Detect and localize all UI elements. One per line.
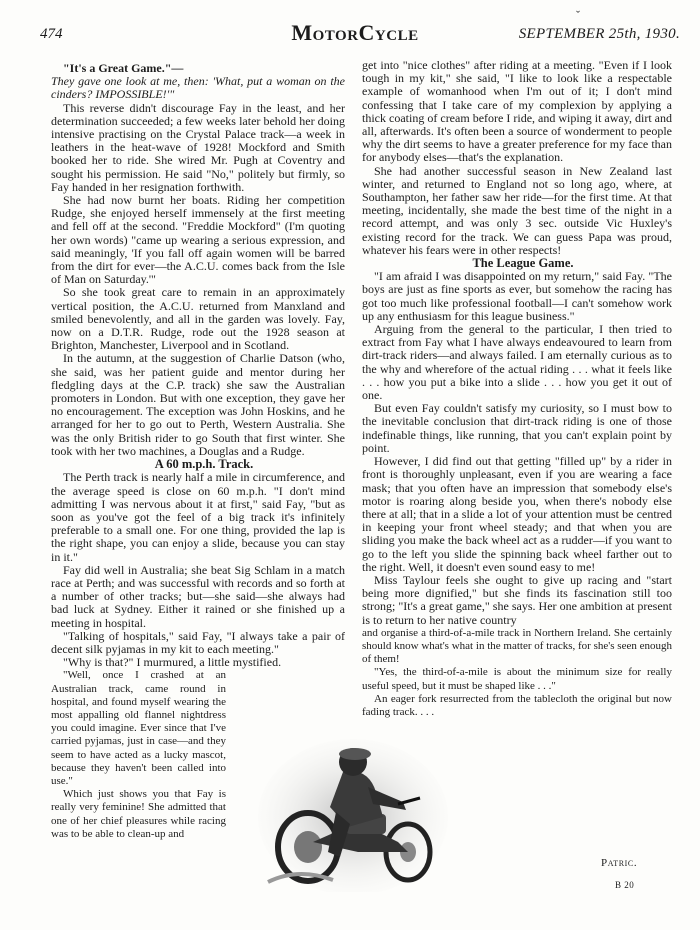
paragraph: "Well, once I crashed at an Australian track, came round in hospital, and found myself wearing the most appalling old flannel nightdress you could imagine. Ever since that I've carried pyjamas, just in case—and they seem to have acted as a lucky mascot, because they haven't been called into use." [51, 669, 226, 787]
paragraph: The Perth track is nearly half a mile in circumference, and the average speed is close on 60 m.p.h. "I don't mind admitting I was nervous about it at first," said Fay, "but as soon as you've got the feel of a big track it's infinitely preferable to a small one. For one thing, provided the lap is the right shape, you can enjoy a slide, because you can stay in it." [51, 470, 345, 564]
issue-date: SEPTEMBER 25th, 1930. [518, 26, 680, 42]
right-column [362, 59, 672, 719]
page-number: 474 [40, 26, 63, 42]
paragraph: Miss Taylour feels she ought to give up racing and "start being more dignified," but she finds its fascination still too strong; "It's a great game," she says. Her one ambition at present is to return to her native country [362, 572, 672, 627]
masthead-logo [270, 20, 440, 46]
paragraph: They gave one look at me, then: 'What, put a woman on the cinders? IMPOSSIBLE!'" [51, 74, 345, 102]
paragraph: She had another successful season in New Zealand last winter, and returned to England not so long ago, where, at Southampton, her father saw her ride—for the first time. At that meeting, incidentally, she made the best time of the night in a record attempt, and was only 3 sec. outside Vic Huxley's existing record for the track. We can guess Papa was proud, whatever his fears were in other respects! [362, 163, 672, 257]
page-reference: B 20 [615, 880, 635, 890]
left-column [51, 62, 345, 841]
paragraph: and organise a third-of-a-mile track in Northern Ireland. She certainly should know what's what in the matter of tracks, for she's seen enough of them! [362, 626, 672, 666]
section-heading-60mph: A 60 m.p.h. Track. [154, 457, 254, 472]
paragraph: Which just shows you that Fay is really very feminine! She admitted that one of her chief pleasures while racing was to be able to clean-up and [51, 788, 226, 840]
masthead-text: MotorCycle [291, 20, 419, 45]
paragraph: "I am afraid I was disappointed on my return," said Fay. "The boys are just as fine sports as ever, but somehow the racing has got too much like professional football—I can't somehow work up any enthusiasm for this league business." [362, 269, 672, 323]
paragraph: Arguing from the general to the particular, I then tried to extract from Fay what I have always endeavoured to learn from dirt-track riders—and always failed. I am eternally curious as to the why and wherefore of the actual riding . . . what it feels like . . . how you put a bike into a slide . . . how you get it out of one. [362, 322, 672, 403]
paragraph: She had now burnt her boats. Riding her competition Rudge, she enjoyed herself immensely at the first meeting and fell off at the second. "Freddie Mockford" (I'm quoting her own words) "came up wearing a serious expression, and said meaningly, 'If you fall off again women will be barred from the dirt for ever—the A.C.U. comes back from the Isle of Man on Saturday.'" [51, 193, 345, 287]
paragraph: But even Fay couldn't satisfy my curiosity, so I must bow to the inevitable conclusion that dirt-track riding is one of those indefinable things, like running, that you can't explain point by point. [362, 401, 672, 455]
paragraph: Fay did well in Australia; she beat Sig Schlam in a match race at Perth; and was successful with records and so forth at a number of other tracks; but—she said—she always had bad luck at Sydney. Either it rained or she finished up a meeting in hospital. [51, 562, 345, 630]
paragraph: However, I did find out that getting "filled up" by a rider in front is thoroughly unpleasant, even if you are wearing a face mask; that you often have an impression that somebody else's motor is roaring along beside you, when there's nobody else there at all; that in a slide a lot of your attention must be centred in keeping your front wheel steady; and that when you are sliding you make the back wheel act as a rudder—if you want to go to the left you slide the spinning back wheel farther out to the right. Well, it doesn't even sound easy to me! [362, 454, 672, 574]
section-heading-league-game: The League Game. [472, 256, 574, 271]
section-heading-great-game: "It's a Great Game."— [63, 61, 184, 75]
corner-mark-icon: ˇ [576, 8, 580, 22]
paragraph: "Yes, the third-of-a-mile is about the minimum size for really useful speed, but it must be shaped like . . ." [362, 666, 672, 692]
paragraph: "Talking of hospitals," said Fay, "I always take a pair of decent silk pyjamas in my kit to each meeting." [51, 628, 345, 656]
paragraph: An eager fork resurrected from the tablecloth the original but now fading track. . . . [362, 692, 672, 718]
rider-photo [258, 732, 448, 892]
wrap-around-text [362, 627, 672, 719]
paragraph: This reverse didn't discourage Fay in the least, and her determination succeeded; a few weeks later behold her doing intensive practising on the Crystal Palace track—a week in leathers in the heat-wave of 1928! Mockford and Smith booked her to ride. She wired Mr. Pugh at Coventry and sought his permission. He said "No," politely but firmly, so Fay handed in her resignation forthwith. [51, 100, 345, 194]
paragraph: "Why is that?" I murmured, a little mystified. [63, 655, 282, 670]
paragraph: get into "nice clothes" after riding at a meeting. "Even if I look tough in my kit," she said, "I like to look like a respectable example of womanhood when I'm out of it; I don't mind confessing that I take care of my complexion by applying a thick coating of cream before I ride, and wiping it away, dirt and all, afterwards. It's often been a source of wonderment to people why the dirt seems to have a greater preference for my face than for anybody elses—that's the explanation. [362, 58, 672, 165]
paragraph: So she took great care to remain in an approximately vertical position, the A.C.U. returned from Manxland and smiled benevolently, and all in the garden was lovely. Fay, now on a D.T.R. Rudge, rode out the 1928 season at Brighton, Manchester, Liverpool and in Scotland. [51, 285, 345, 353]
page-header [40, 18, 680, 48]
author-signature: Patric. [601, 857, 638, 869]
paragraph: In the autumn, at the suggestion of Charlie Datson (who, she said, was her patient guide and mentor during her fledgling days at the C.P. track) she saw the Australian promoters in London. But with one exception, they gave her no encouragement. The exception was John Hoskins, and he arranged for her to go out to Perth, Western Australia. She was the only British rider to go South that first winter. She took with her two machines, a Douglas and a Rudge. [51, 351, 345, 458]
